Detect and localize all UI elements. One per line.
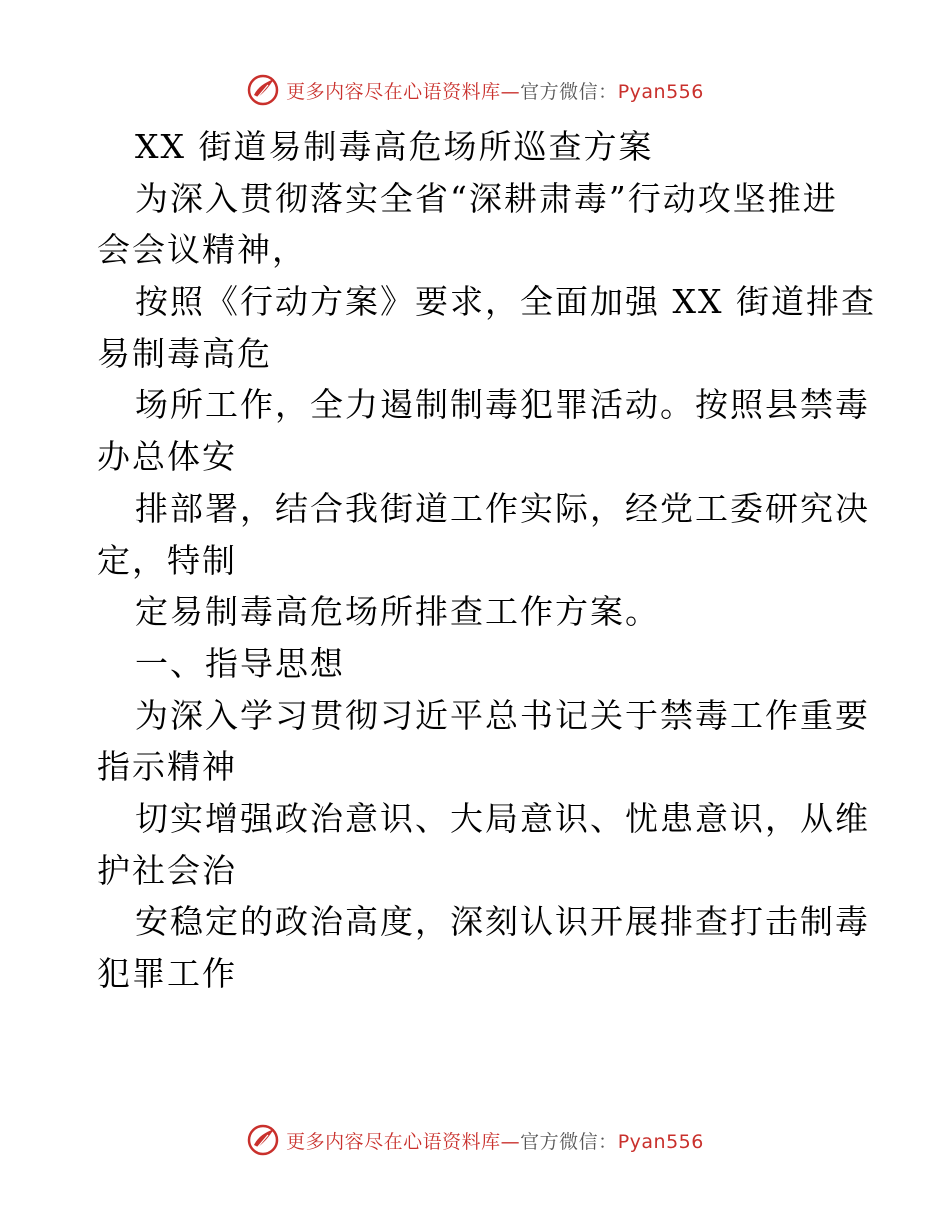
watermark-site-text: 更多内容尽在心语资料库 [286, 1130, 501, 1153]
footer-watermark [0, 1120, 950, 1160]
paragraph-line: 犯罪工作 [97, 954, 237, 993]
watermark-separator: — [500, 1130, 521, 1153]
watermark-official-text: 官方微信： [520, 80, 618, 103]
paragraph-line: 定，特制 [97, 540, 237, 580]
paragraph-line: 排部署，结合我街道工作实际，经党工委研究决 [135, 488, 870, 528]
section-heading: 一、指导思想 [135, 643, 345, 683]
paragraph-line: 为深入贯彻落实全省“深耕肃毒”行动攻坚推进 [135, 178, 838, 218]
paragraph-line: 定易制毒高危场所排查工作方案。 [135, 592, 660, 632]
paragraph-line: 为深入学习贯彻习近平总书记关于禁毒工作重要 [135, 695, 870, 735]
quill-seal-icon [246, 73, 280, 107]
paragraph-line: 安稳定的政治高度，深刻认识开展排查打击制毒 [135, 902, 870, 942]
watermark-official-text: 官方微信： [520, 1130, 618, 1153]
paragraph-line: 指示精神 [97, 747, 237, 787]
header-watermark [0, 70, 950, 110]
watermark-text [286, 77, 704, 104]
watermark-separator: — [500, 80, 521, 103]
watermark-site-text: 更多内容尽在心语资料库 [286, 80, 501, 103]
document-title: XX 街道易制毒高危场所巡查方案 [135, 127, 654, 166]
paragraph-line: 易制毒高危 [97, 333, 272, 373]
paragraph-line: 场所工作，全力遏制制毒犯罪活动。按照县禁毒 [135, 385, 870, 425]
quill-seal-icon [246, 1123, 280, 1157]
paragraph-line: 切实增强政治意识、大局意识、忧患意识，从维 [135, 798, 870, 838]
document-body [97, 121, 876, 1000]
watermark-wechat-id: Pyan556 [617, 1130, 704, 1153]
paragraph-line: 按照《行动方案》要求，全面加强 XX 街道排查 [135, 282, 876, 322]
watermark-text [286, 1127, 704, 1154]
watermark-wechat-id: Pyan556 [617, 80, 704, 103]
paragraph-line: 会会议精神， [97, 230, 307, 270]
paragraph-line: 护社会治 [97, 850, 237, 890]
paragraph-line: 办总体安 [97, 437, 237, 477]
